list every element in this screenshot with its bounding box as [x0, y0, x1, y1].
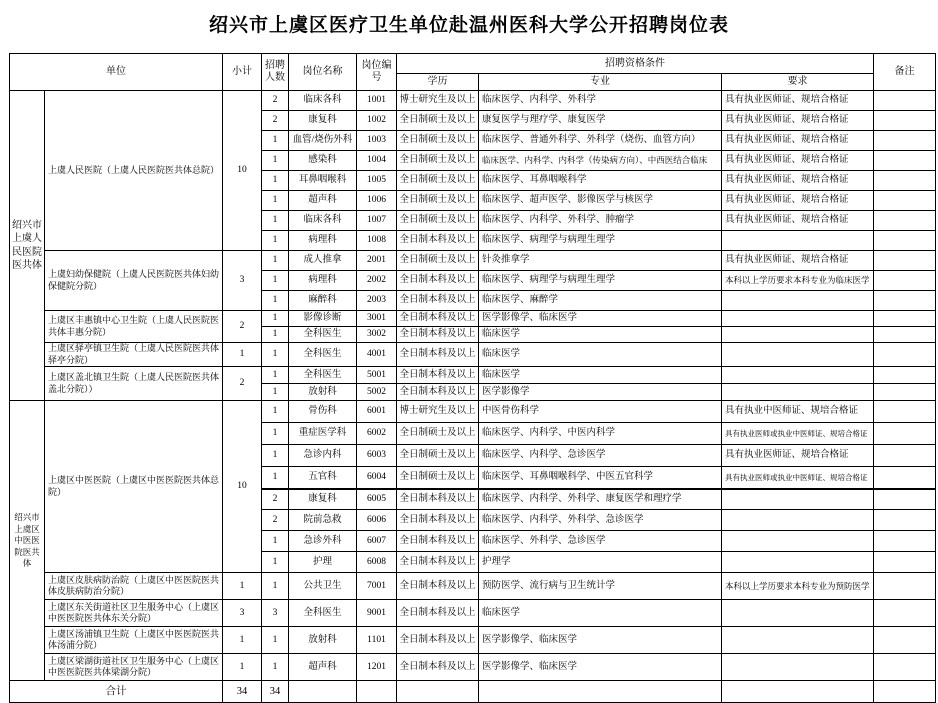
subtotal-cell: 3	[223, 251, 262, 311]
major-cell: 医学影像学、临床医学	[479, 627, 722, 654]
position-cell: 超声科	[289, 654, 357, 681]
education-cell: 全日制硕士及以上	[397, 445, 479, 467]
note-cell	[874, 627, 936, 654]
table-row	[10, 401, 936, 423]
requirement-cell: 本科以上学历要求本科专业为预防医学	[722, 573, 874, 600]
code-cell: 7001	[357, 573, 397, 600]
requirement-cell: 具有执业医师证、规培合格证	[722, 191, 874, 211]
count-cell: 1	[262, 191, 289, 211]
group-cell: 绍兴市上虞区中医医院医共体	[10, 401, 45, 681]
col-header-major: 专业	[479, 74, 722, 91]
position-cell: 急诊外科	[289, 531, 357, 552]
note-cell	[874, 343, 936, 367]
code-cell: 5002	[357, 384, 397, 401]
major-cell: 临床医学	[479, 343, 722, 367]
education-cell: 博士研究生及以上	[397, 401, 479, 423]
major-cell: 临床医学、内科学、外科学、肿瘤学	[479, 211, 722, 231]
major-cell: 护理学	[479, 552, 722, 573]
subtotal-cell: 1	[223, 343, 262, 367]
note-cell	[874, 467, 936, 489]
requirement-cell	[722, 552, 874, 573]
education-cell: 全日制本科及以上	[397, 384, 479, 401]
note-cell	[874, 271, 936, 291]
note-cell	[874, 401, 936, 423]
count-cell: 1	[262, 311, 289, 327]
total-position-cell	[289, 681, 357, 703]
major-cell: 临床医学、内科学、急诊医学	[479, 445, 722, 467]
code-cell: 6007	[357, 531, 397, 552]
major-cell: 临床医学、耳鼻咽喉科学	[479, 171, 722, 191]
requirement-cell: 具有执业医师证、规培合格证	[722, 91, 874, 111]
position-cell: 耳鼻咽喉科	[289, 171, 357, 191]
unit-cell: 上虞区东关街道社区卫生服务中心（上虞区中医医院医共体东关分院）	[45, 600, 223, 627]
unit-cell: 上虞妇幼保健院（上虞人民医院医共体妇幼保健院分院）	[45, 251, 223, 311]
major-cell: 临床医学、内科学、中医内科学	[479, 423, 722, 445]
major-cell: 临床医学	[479, 327, 722, 343]
count-cell: 1	[262, 271, 289, 291]
code-cell: 6004	[357, 467, 397, 489]
count-cell: 1	[262, 531, 289, 552]
position-cell: 公共卫生	[289, 573, 357, 600]
total-education-cell	[397, 681, 479, 703]
total-count-cell: 34	[262, 681, 289, 703]
code-cell: 6003	[357, 445, 397, 467]
position-cell: 临床各科	[289, 211, 357, 231]
count-cell: 2	[262, 510, 289, 531]
note-cell	[874, 510, 936, 531]
requirement-cell: 具有执业医师证、规培合格证	[722, 131, 874, 151]
major-cell: 中医骨伤科学	[479, 401, 722, 423]
note-cell	[874, 445, 936, 467]
table-row	[10, 343, 936, 367]
count-cell: 1	[262, 367, 289, 384]
table-row	[10, 91, 936, 111]
code-cell: 1001	[357, 91, 397, 111]
education-cell: 全日制硕士及以上	[397, 111, 479, 131]
col-header-education: 学历	[397, 74, 479, 91]
count-cell: 1	[262, 627, 289, 654]
subtotal-cell: 10	[223, 401, 262, 573]
col-header-count: 招聘人数	[262, 54, 289, 91]
subtotal-cell: 2	[223, 311, 262, 343]
count-cell: 1	[262, 445, 289, 467]
education-cell: 全日制本科及以上	[397, 291, 479, 311]
total-note-cell	[874, 681, 936, 703]
count-cell: 1	[262, 573, 289, 600]
major-cell: 临床医学、内科学、外科学	[479, 91, 722, 111]
major-cell: 医学影像学、临床医学	[479, 654, 722, 681]
table-body	[10, 91, 936, 703]
count-cell: 1	[262, 423, 289, 445]
total-subtotal-cell: 34	[223, 681, 262, 703]
position-cell: 骨伤科	[289, 401, 357, 423]
subtotal-cell: 10	[223, 91, 262, 251]
total-requirement-cell	[722, 681, 874, 703]
note-cell	[874, 654, 936, 681]
education-cell: 全日制本科及以上	[397, 573, 479, 600]
requirement-cell: 具有执业医师证、规培合格证	[722, 211, 874, 231]
table-row	[10, 367, 936, 384]
count-cell: 1	[262, 467, 289, 489]
education-cell: 全日制本科及以上	[397, 231, 479, 251]
requirement-cell	[722, 343, 874, 367]
table-row	[10, 311, 936, 327]
note-cell	[874, 231, 936, 251]
position-cell: 成人推拿	[289, 251, 357, 271]
unit-cell: 上虞人民医院（上虞人民医院医共体总院）	[45, 91, 223, 251]
requirement-cell: 具有执业医师或执业中医师证、规培合格证	[722, 467, 874, 489]
header-row-1	[10, 54, 936, 74]
code-cell: 2001	[357, 251, 397, 271]
position-cell: 影像诊断	[289, 311, 357, 327]
table-row	[10, 251, 936, 271]
count-cell: 1	[262, 291, 289, 311]
count-cell: 1	[262, 327, 289, 343]
requirement-cell	[722, 327, 874, 343]
note-cell	[874, 327, 936, 343]
position-cell: 超声科	[289, 191, 357, 211]
education-cell: 全日制本科及以上	[397, 311, 479, 327]
code-cell: 6005	[357, 489, 397, 510]
table-row	[10, 573, 936, 600]
code-cell: 1005	[357, 171, 397, 191]
education-cell: 全日制本科及以上	[397, 489, 479, 510]
note-cell	[874, 573, 936, 600]
major-cell: 临床医学、外科学、急诊医学	[479, 531, 722, 552]
code-cell: 1002	[357, 111, 397, 131]
education-cell: 全日制硕士及以上	[397, 191, 479, 211]
unit-cell: 上虞区中医医院（上虞区中医医院医共体总院）	[45, 401, 223, 573]
count-cell: 1	[262, 401, 289, 423]
requirement-cell	[722, 489, 874, 510]
education-cell: 全日制硕士及以上	[397, 467, 479, 489]
education-cell: 全日制本科及以上	[397, 271, 479, 291]
major-cell: 临床医学	[479, 367, 722, 384]
note-cell	[874, 151, 936, 171]
note-cell	[874, 367, 936, 384]
note-cell	[874, 191, 936, 211]
total-label-cell: 合计	[10, 681, 223, 703]
unit-cell: 上虞区汤浦镇卫生院（上虞区中医医院医共体汤浦分院）	[45, 627, 223, 654]
position-cell: 五官科	[289, 467, 357, 489]
group-cell: 绍兴市上虞人民医院医共体	[10, 91, 45, 401]
education-cell: 全日制硕士及以上	[397, 211, 479, 231]
major-cell: 康复医学与理疗学、康复医学	[479, 111, 722, 131]
count-cell: 1	[262, 384, 289, 401]
position-cell: 护理	[289, 552, 357, 573]
position-cell: 临床各科	[289, 91, 357, 111]
code-cell: 1101	[357, 627, 397, 654]
position-cell: 病理科	[289, 231, 357, 251]
education-cell: 全日制本科及以上	[397, 600, 479, 627]
position-cell: 全科医生	[289, 367, 357, 384]
requirement-cell: 具有执业医师证、规培合格证	[722, 445, 874, 467]
requirement-cell	[722, 367, 874, 384]
total-code-cell	[357, 681, 397, 703]
count-cell: 1	[262, 211, 289, 231]
table-row	[10, 600, 936, 627]
requirement-cell	[722, 384, 874, 401]
col-header-qualification: 招聘资格条件	[397, 54, 874, 74]
code-cell: 4001	[357, 343, 397, 367]
col-header-code: 岗位编号	[357, 54, 397, 91]
count-cell: 1	[262, 131, 289, 151]
requirement-cell: 具有执业医师证、规培合格证	[722, 171, 874, 191]
count-cell: 1	[262, 231, 289, 251]
education-cell: 全日制硕士及以上	[397, 131, 479, 151]
unit-cell: 上虞区梁湖街道社区卫生服务中心（上虞区中医医院医共体梁湖分院）	[45, 654, 223, 681]
code-cell: 6008	[357, 552, 397, 573]
requirement-cell: 具有执业医师证、规培合格证	[722, 251, 874, 271]
code-cell: 9001	[357, 600, 397, 627]
col-header-note: 备注	[874, 54, 936, 91]
requirement-cell: 本科以上学历要求本科专业为临床医学	[722, 271, 874, 291]
count-cell: 1	[262, 251, 289, 271]
education-cell: 全日制本科及以上	[397, 367, 479, 384]
code-cell: 2003	[357, 291, 397, 311]
position-cell: 病理科	[289, 271, 357, 291]
count-cell: 1	[262, 171, 289, 191]
major-cell: 临床医学、病理学与病理生理学	[479, 231, 722, 251]
requirement-cell: 具有执业医师证、规培合格证	[722, 151, 874, 171]
count-cell: 2	[262, 489, 289, 510]
col-header-position: 岗位名称	[289, 54, 357, 91]
education-cell: 全日制本科及以上	[397, 654, 479, 681]
position-cell: 全科医生	[289, 327, 357, 343]
requirement-cell	[722, 231, 874, 251]
position-cell: 放射科	[289, 627, 357, 654]
position-cell: 全科医生	[289, 600, 357, 627]
unit-cell: 上虞区盖北镇卫生院（上虞人民医院医共体盖北分院））	[45, 367, 223, 401]
note-cell	[874, 600, 936, 627]
unit-cell: 上虞区丰惠镇中心卫生院（上虞人民医院医共体丰惠分院）	[45, 311, 223, 343]
education-cell: 全日制硕士及以上	[397, 151, 479, 171]
code-cell: 1201	[357, 654, 397, 681]
education-cell: 全日制本科及以上	[397, 343, 479, 367]
position-cell: 院前急救	[289, 510, 357, 531]
col-header-requirement: 要求	[722, 74, 874, 91]
position-cell: 全科医生	[289, 343, 357, 367]
subtotal-cell: 2	[223, 367, 262, 401]
col-header-unit: 单位	[10, 54, 223, 91]
major-cell: 临床医学、耳鼻咽喉科学、中医五官科学	[479, 467, 722, 489]
code-cell: 3002	[357, 327, 397, 343]
note-cell	[874, 291, 936, 311]
major-cell: 预防医学、流行病与卫生统计学	[479, 573, 722, 600]
count-cell: 1	[262, 343, 289, 367]
requirement-cell	[722, 510, 874, 531]
code-cell: 1003	[357, 131, 397, 151]
major-cell: 临床医学、病理学与病理生理学	[479, 271, 722, 291]
major-cell: 临床医学、超声医学、影像医学与核医学	[479, 191, 722, 211]
table-row	[10, 627, 936, 654]
requirement-cell	[722, 627, 874, 654]
unit-cell: 上虞区皮肤病防治院（上虞区中医医院医共体皮肤病防治分院）	[45, 573, 223, 600]
education-cell: 全日制硕士及以上	[397, 423, 479, 445]
requirement-cell	[722, 311, 874, 327]
major-cell: 临床医学、内科学、内科学（传染病方向）、中西医结合临床	[479, 151, 722, 171]
note-cell	[874, 251, 936, 271]
education-cell: 全日制硕士及以上	[397, 171, 479, 191]
page-title: 绍兴市上虞区医疗卫生单位赴温州医科大学公开招聘岗位表	[208, 15, 729, 36]
code-cell: 1004	[357, 151, 397, 171]
table-row	[10, 654, 936, 681]
position-cell: 血管/烧伤外科	[289, 131, 357, 151]
education-cell: 全日制本科及以上	[397, 627, 479, 654]
count-cell: 1	[262, 552, 289, 573]
major-cell: 临床医学、麻醉学	[479, 291, 722, 311]
count-cell: 3	[262, 600, 289, 627]
code-cell: 2002	[357, 271, 397, 291]
recruitment-table	[9, 53, 936, 703]
code-cell: 6006	[357, 510, 397, 531]
col-header-subtotal: 小计	[223, 54, 262, 91]
unit-cell: 上虞区驿亭镇卫生院（上虞人民医院医共体驿亭分院）	[45, 343, 223, 367]
count-cell: 1	[262, 654, 289, 681]
note-cell	[874, 311, 936, 327]
education-cell: 全日制本科及以上	[397, 531, 479, 552]
major-cell: 针灸推拿学	[479, 251, 722, 271]
major-cell: 临床医学、内科学、外科学、急诊医学	[479, 510, 722, 531]
total-row	[10, 681, 936, 703]
note-cell	[874, 384, 936, 401]
major-cell: 医学影像学	[479, 384, 722, 401]
requirement-cell	[722, 531, 874, 552]
major-cell: 临床医学	[479, 600, 722, 627]
code-cell: 1008	[357, 231, 397, 251]
requirement-cell	[722, 654, 874, 681]
note-cell	[874, 489, 936, 510]
position-cell: 麻醉科	[289, 291, 357, 311]
subtotal-cell: 1	[223, 654, 262, 681]
code-cell: 1006	[357, 191, 397, 211]
note-cell	[874, 531, 936, 552]
major-cell: 临床医学、普通外科学、外科学（烧伤、血管方向）	[479, 131, 722, 151]
requirement-cell	[722, 600, 874, 627]
major-cell: 临床医学、内科学、外科学、康复医学和理疗学	[479, 489, 722, 510]
subtotal-cell: 3	[223, 600, 262, 627]
table-header	[10, 54, 936, 91]
position-cell: 放射科	[289, 384, 357, 401]
code-cell: 5001	[357, 367, 397, 384]
requirement-cell: 具有执业医师证、规培合格证	[722, 111, 874, 131]
note-cell	[874, 111, 936, 131]
note-cell	[874, 171, 936, 191]
code-cell: 6002	[357, 423, 397, 445]
education-cell: 全日制本科及以上	[397, 552, 479, 573]
code-cell: 1007	[357, 211, 397, 231]
education-cell: 全日制本科及以上	[397, 510, 479, 531]
subtotal-cell: 1	[223, 627, 262, 654]
note-cell	[874, 552, 936, 573]
total-major-cell	[479, 681, 722, 703]
count-cell: 2	[262, 111, 289, 131]
note-cell	[874, 91, 936, 111]
position-cell: 重症医学科	[289, 423, 357, 445]
position-cell: 感染科	[289, 151, 357, 171]
count-cell: 2	[262, 91, 289, 111]
code-cell: 3001	[357, 311, 397, 327]
subtotal-cell: 1	[223, 573, 262, 600]
education-cell: 全日制硕士及以上	[397, 251, 479, 271]
requirement-cell: 具有执业医师或执业中医师证、规培合格证	[722, 423, 874, 445]
position-cell: 康复科	[289, 489, 357, 510]
requirement-cell	[722, 291, 874, 311]
note-cell	[874, 423, 936, 445]
education-cell: 博士研究生及以上	[397, 91, 479, 111]
count-cell: 1	[262, 151, 289, 171]
position-cell: 急诊内科	[289, 445, 357, 467]
position-cell: 康复科	[289, 111, 357, 131]
major-cell: 医学影像学、临床医学	[479, 311, 722, 327]
note-cell	[874, 131, 936, 151]
education-cell: 全日制本科及以上	[397, 327, 479, 343]
note-cell	[874, 211, 936, 231]
code-cell: 6001	[357, 401, 397, 423]
requirement-cell: 具有执业中医师证、规培合格证	[722, 401, 874, 423]
